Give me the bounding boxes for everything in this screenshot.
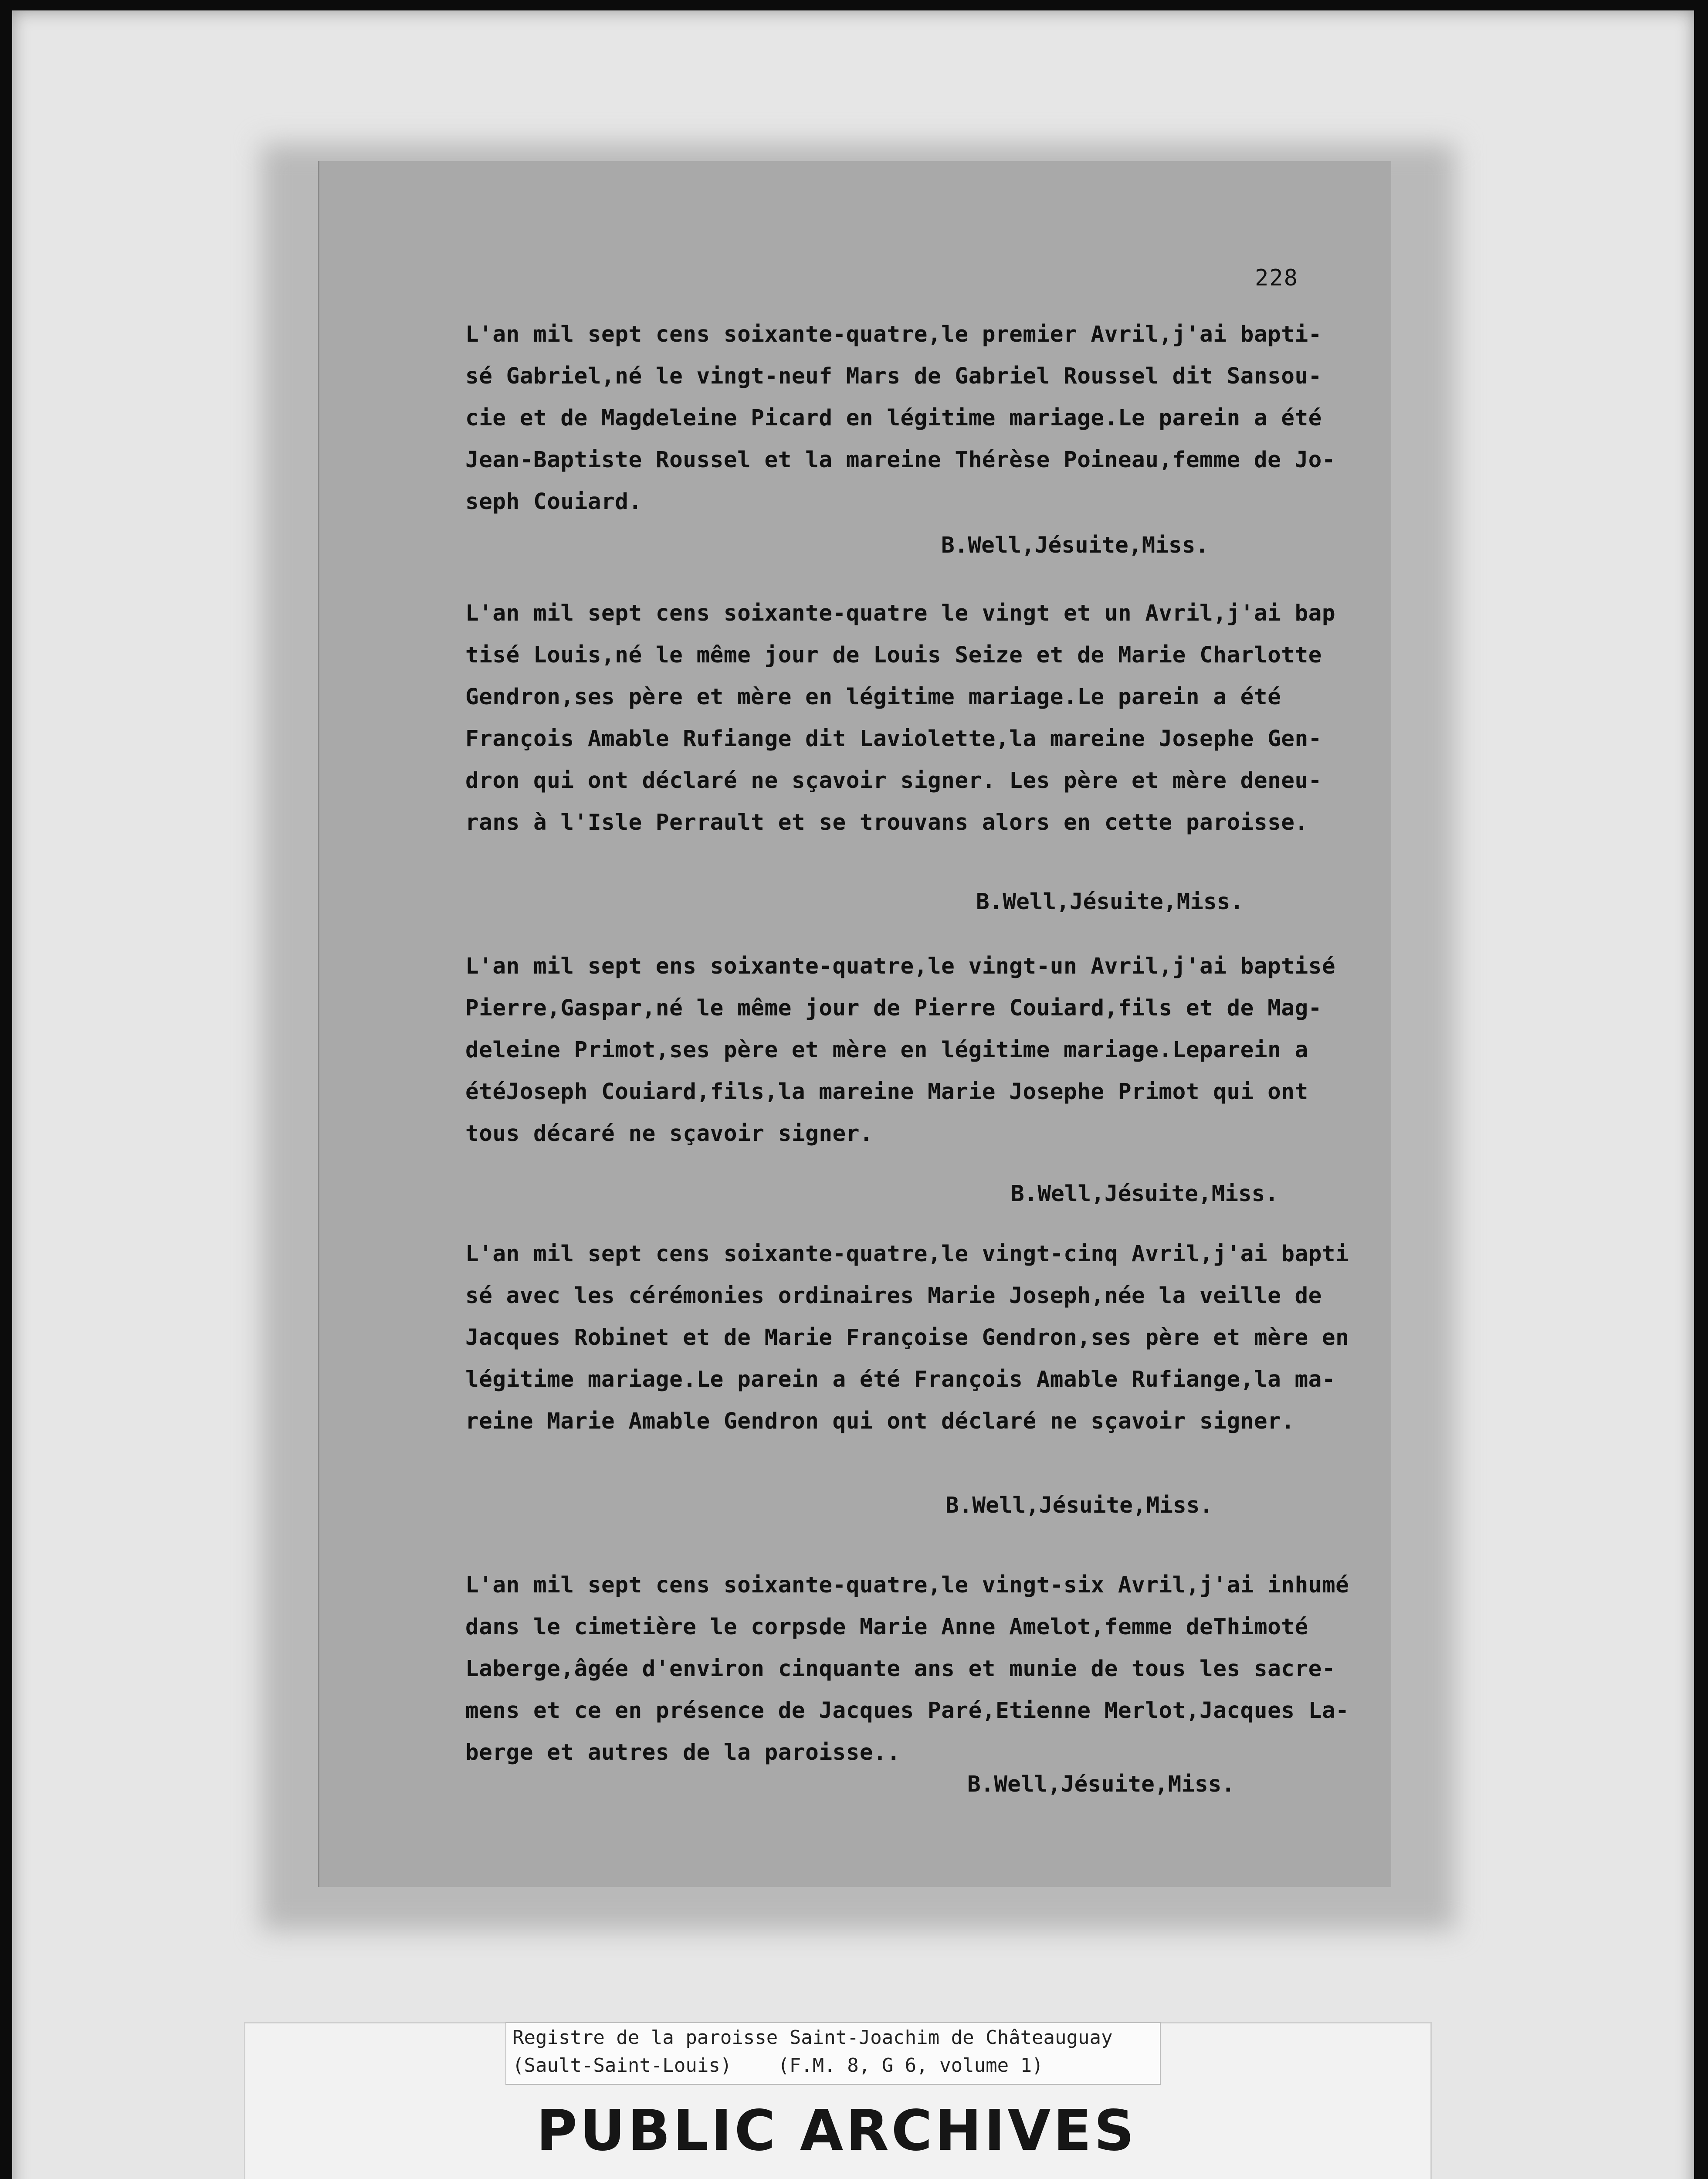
entry-signature: B.Well,Jésuite,Miss.: [976, 889, 1244, 915]
entry-signature: B.Well,Jésuite,Miss.: [941, 533, 1209, 558]
archives-stamp-english: PUBLIC ARCHIVES: [536, 2098, 1137, 2163]
entry-line: légitime mariage.Le parein a été François Amable Rufiange,la ma-: [465, 1367, 1336, 1392]
entry-line: tous décaré ne sçavoir signer.: [465, 1121, 874, 1147]
register-title: Registre de la paroisse Saint-Joachim de Châteauguay: [512, 2026, 1113, 2049]
entry-line: sé Gabriel,né le vingt-neuf Mars de Gabriel Roussel dit Sansou-: [465, 363, 1322, 389]
entry-line: François Amable Rufiange dit Laviolette,la mareine Josephe Gen-: [465, 726, 1322, 752]
register-entry-3: [465, 946, 1336, 1155]
entry-signature: B.Well,Jésuite,Miss.: [1011, 1181, 1279, 1207]
page-number: 228: [1255, 265, 1298, 291]
register-entry-1: [465, 314, 1336, 523]
entry-line: deleine Primot,ses père et mère en légitime mariage.Leparein a: [465, 1037, 1308, 1063]
entry-line: dans le cimetière le corpsde Marie Anne Amelot,femme deThimoté: [465, 1614, 1308, 1640]
entry-line: tisé Louis,né le même jour de Louis Seize et de Marie Charlotte: [465, 642, 1322, 668]
entry-line: Jean-Baptiste Roussel et la mareine Thérèse Poineau,femme de Jo-: [465, 447, 1336, 473]
register-reference: (Sault-Saint-Louis) (F.M. 8, G 6, volume 1): [512, 2054, 1044, 2077]
entry-line: Gendron,ses père et mère en légitime mariage.Le parein a été: [465, 684, 1281, 710]
entry-line: dron qui ont déclaré ne sçavoir signer. Les père et mère deneu-: [465, 768, 1322, 794]
entry-line: Laberge,âgée d'environ cinquante ans et munie de tous les sacre-: [465, 1656, 1336, 1682]
entry-line: L'an mil sept cens soixante-quatre,le vingt-six Avril,j'ai inhumé: [465, 1572, 1349, 1598]
entry-line: cie et de Magdeleine Picard en légitime mariage.Le parein a été: [465, 405, 1322, 431]
entry-line: Jacques Robinet et de Marie Françoise Gendron,ses père et mère en: [465, 1325, 1349, 1351]
entry-line: étéJoseph Couiard,fils,la mareine Marie Josephe Primot qui ont: [465, 1079, 1308, 1105]
entry-line: L'an mil sept ens soixante-quatre,le vingt-un Avril,j'ai baptisé: [465, 954, 1336, 979]
register-reference-strip: [505, 2022, 1161, 2085]
entry-line: reine Marie Amable Gendron qui ont déclaré ne sçavoir signer.: [465, 1409, 1295, 1434]
entry-line: rans à l'Isle Perrault et se trouvans alors en cette paroisse.: [465, 810, 1308, 835]
entry-line: sé avec les cérémonies ordinaires Marie Joseph,née la veille de: [465, 1283, 1322, 1309]
entry-line: L'an mil sept cens soixante-quatre,le premier Avril,j'ai bapti-: [465, 322, 1322, 347]
entry-signature: B.Well,Jésuite,Miss.: [967, 1772, 1235, 1797]
register-entry-4: [465, 1233, 1349, 1442]
register-entry-5: [465, 1565, 1349, 1774]
entry-line: mens et ce en présence de Jacques Paré,Etienne Merlot,Jacques La-: [465, 1698, 1349, 1724]
entry-line: Pierre,Gaspar,né le même jour de Pierre Couiard,fils et de Mag-: [465, 995, 1322, 1021]
register-entry-2: [465, 593, 1336, 844]
entry-signature: B.Well,Jésuite,Miss.: [946, 1493, 1213, 1518]
entry-line: L'an mil sept cens soixante-quatre le vingt et un Avril,j'ai bap: [465, 601, 1336, 626]
entry-line: seph Couiard.: [465, 489, 642, 515]
entry-line: berge et autres de la paroisse..: [465, 1740, 901, 1765]
entry-line: L'an mil sept cens soixante-quatre,le vingt-cinq Avril,j'ai bapti: [465, 1241, 1349, 1267]
